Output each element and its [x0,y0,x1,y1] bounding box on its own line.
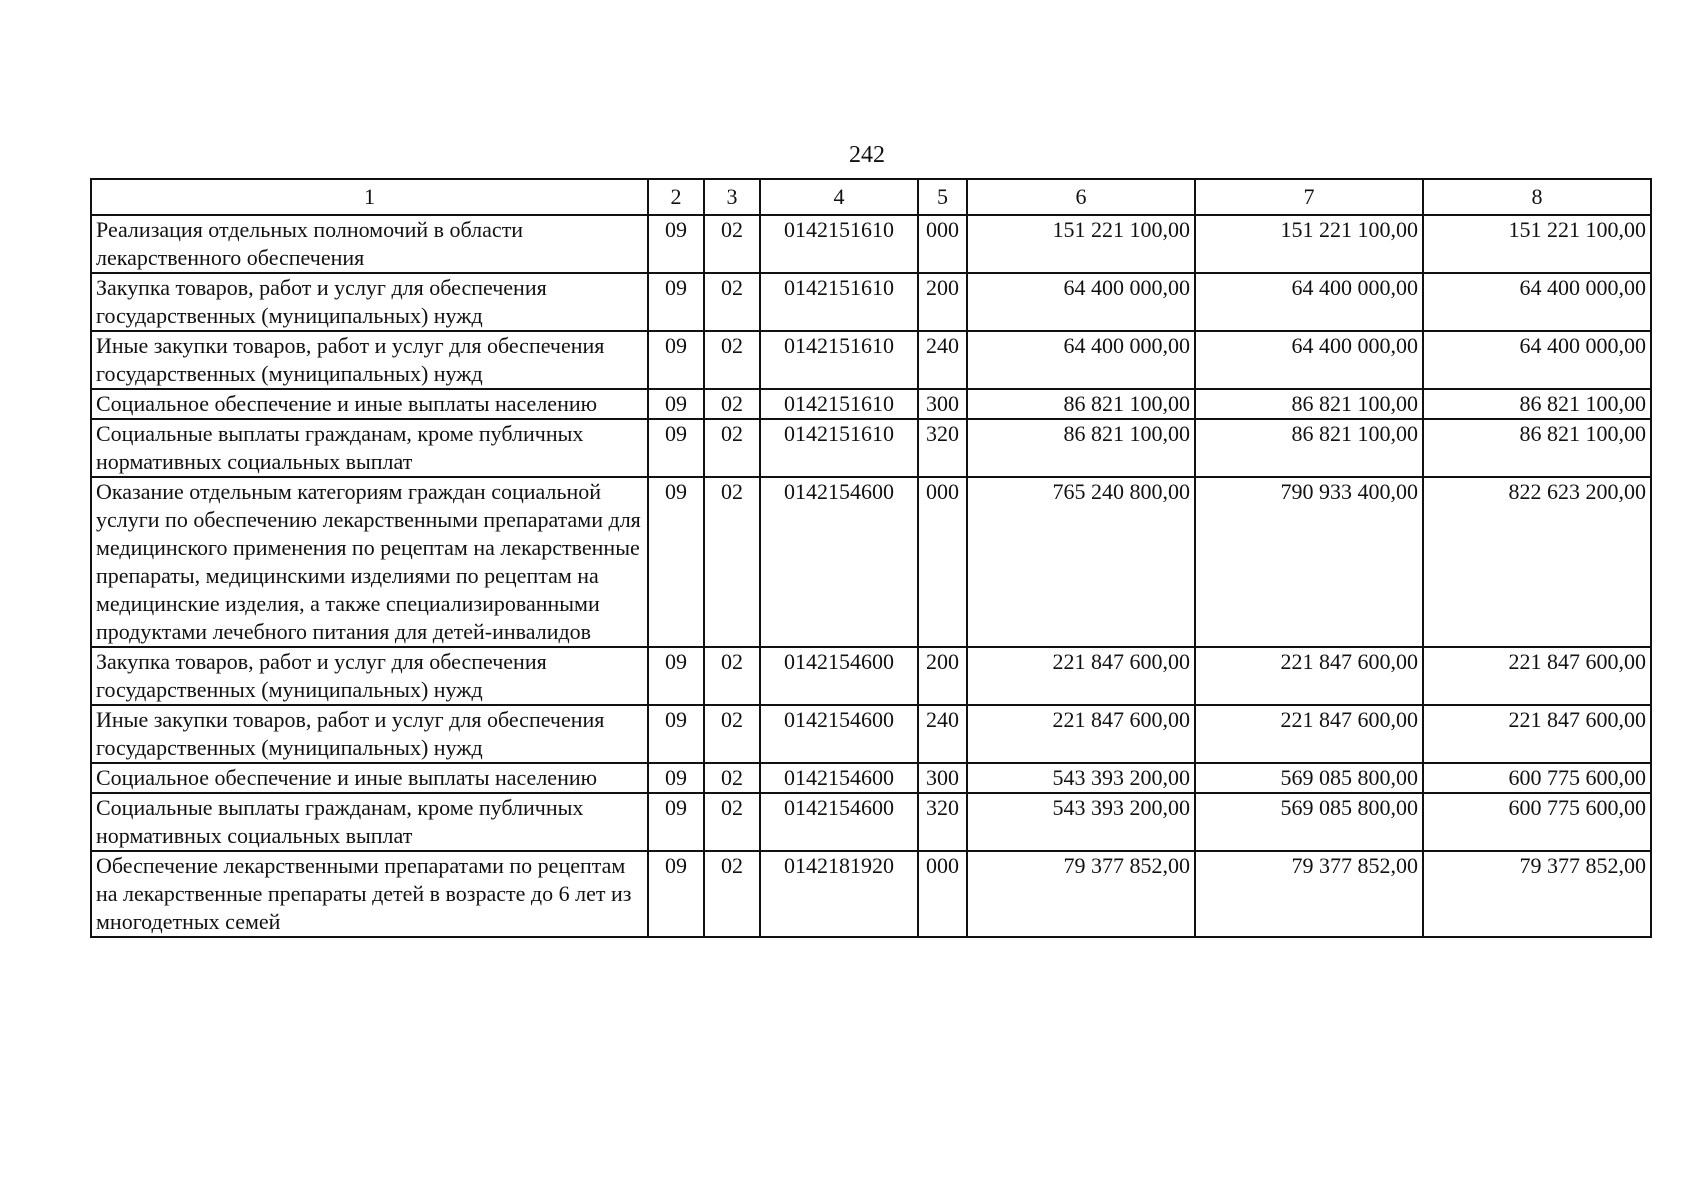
row-expense-type: 200 [918,647,967,705]
row-amount-col7: 64 400 000,00 [1195,273,1423,331]
row-target-code: 0142154600 [760,647,918,705]
row-expense-type: 000 [918,851,967,937]
row-amount-col6: 221 847 600,00 [967,705,1195,763]
row-amount-col7: 79 377 852,00 [1195,851,1423,937]
row-expense-type: 200 [918,273,967,331]
row-name: Иные закупки товаров, работ и услуг для обеспечения государственных (муниципальных) нужд [91,705,648,763]
row-target-code: 0142181920 [760,851,918,937]
table-row [91,477,1651,647]
table-row [91,763,1651,793]
row-section: 09 [648,419,704,477]
table-row [91,419,1651,477]
row-amount-col8: 86 821 100,00 [1423,419,1651,477]
row-amount-col8: 79 377 852,00 [1423,851,1651,937]
row-expense-type: 320 [918,793,967,851]
row-name: Закупка товаров, работ и услуг для обеспечения государственных (муниципальных) нужд [91,647,648,705]
row-section: 09 [648,331,704,389]
row-amount-col6: 765 240 800,00 [967,477,1195,647]
row-section: 09 [648,851,704,937]
row-section: 09 [648,763,704,793]
row-amount-col6: 64 400 000,00 [967,273,1195,331]
row-expense-type: 300 [918,389,967,419]
table-row [91,215,1651,273]
row-target-code: 0142151610 [760,419,918,477]
column-header-1: 1 [91,179,648,215]
column-header-4: 4 [760,179,918,215]
row-amount-col7: 221 847 600,00 [1195,647,1423,705]
row-expense-type: 300 [918,763,967,793]
row-target-code: 0142154600 [760,793,918,851]
row-subsection: 02 [704,215,760,273]
row-target-code: 0142154600 [760,705,918,763]
row-expense-type: 240 [918,705,967,763]
row-section: 09 [648,647,704,705]
column-header-6: 6 [967,179,1195,215]
row-name: Иные закупки товаров, работ и услуг для обеспечения государственных (муниципальных) нужд [91,331,648,389]
row-name: Социальные выплаты гражданам, кроме публичных нормативных социальных выплат [91,419,648,477]
row-amount-col6: 86 821 100,00 [967,389,1195,419]
row-amount-col8: 151 221 100,00 [1423,215,1651,273]
row-amount-col7: 569 085 800,00 [1195,793,1423,851]
row-amount-col7: 64 400 000,00 [1195,331,1423,389]
row-name: Реализация отдельных полномочий в области лекарственного обеспечения [91,215,648,273]
row-target-code: 0142154600 [760,763,918,793]
row-amount-col7: 151 221 100,00 [1195,215,1423,273]
row-amount-col6: 221 847 600,00 [967,647,1195,705]
row-expense-type: 000 [918,477,967,647]
row-name: Закупка товаров, работ и услуг для обеспечения государственных (муниципальных) нужд [91,273,648,331]
row-section: 09 [648,273,704,331]
row-amount-col7: 221 847 600,00 [1195,705,1423,763]
row-section: 09 [648,215,704,273]
column-header-3: 3 [704,179,760,215]
row-amount-col7: 86 821 100,00 [1195,389,1423,419]
row-amount-col8: 221 847 600,00 [1423,705,1651,763]
row-subsection: 02 [704,763,760,793]
row-name: Обеспечение лекарственными препаратами по рецептам на лекарственные препараты детей в возрасте до 6 лет из многодетных семей [91,851,648,937]
column-header-2: 2 [648,179,704,215]
column-header-8: 8 [1423,179,1651,215]
row-subsection: 02 [704,793,760,851]
row-amount-col8: 64 400 000,00 [1423,273,1651,331]
row-name: Оказание отдельным категориям граждан социальной услуги по обеспечению лекарственными препаратами для медицинского применения по рецептам на лекарственные препараты, медицинскими изделиями по рецептам на медицинские изделия, а также специализированными продуктами лечебного питания для детей-инвалидов [91,477,648,647]
budget-table [90,178,1652,938]
row-target-code: 0142151610 [760,389,918,419]
table-row [91,793,1651,851]
table-row [91,273,1651,331]
row-section: 09 [648,477,704,647]
row-subsection: 02 [704,851,760,937]
row-section: 09 [648,793,704,851]
row-expense-type: 320 [918,419,967,477]
table-row [91,851,1651,937]
row-target-code: 0142151610 [760,215,918,273]
row-section: 09 [648,389,704,419]
row-amount-col6: 86 821 100,00 [967,419,1195,477]
header-row [91,179,1651,215]
row-amount-col7: 86 821 100,00 [1195,419,1423,477]
row-target-code: 0142151610 [760,331,918,389]
row-name: Социальное обеспечение и иные выплаты населению [91,389,648,419]
column-header-7: 7 [1195,179,1423,215]
row-amount-col6: 79 377 852,00 [967,851,1195,937]
row-target-code: 0142151610 [760,273,918,331]
table-row [91,331,1651,389]
row-subsection: 02 [704,705,760,763]
row-expense-type: 240 [918,331,967,389]
row-name: Социальные выплаты гражданам, кроме публичных нормативных социальных выплат [91,793,648,851]
row-subsection: 02 [704,477,760,647]
row-amount-col6: 543 393 200,00 [967,763,1195,793]
column-header-5: 5 [918,179,967,215]
row-amount-col6: 64 400 000,00 [967,331,1195,389]
row-amount-col8: 600 775 600,00 [1423,793,1651,851]
row-subsection: 02 [704,389,760,419]
row-target-code: 0142154600 [760,477,918,647]
row-subsection: 02 [704,273,760,331]
row-expense-type: 000 [918,215,967,273]
table-row [91,647,1651,705]
table-row [91,705,1651,763]
row-amount-col7: 569 085 800,00 [1195,763,1423,793]
row-section: 09 [648,705,704,763]
row-subsection: 02 [704,419,760,477]
row-subsection: 02 [704,331,760,389]
row-amount-col8: 221 847 600,00 [1423,647,1651,705]
row-subsection: 02 [704,647,760,705]
row-name: Социальное обеспечение и иные выплаты населению [91,763,648,793]
table-row [91,389,1651,419]
row-amount-col6: 151 221 100,00 [967,215,1195,273]
row-amount-col6: 543 393 200,00 [967,793,1195,851]
row-amount-col8: 600 775 600,00 [1423,763,1651,793]
row-amount-col8: 64 400 000,00 [1423,331,1651,389]
page-number: 242 [849,142,885,168]
row-amount-col8: 822 623 200,00 [1423,477,1651,647]
row-amount-col7: 790 933 400,00 [1195,477,1423,647]
row-amount-col8: 86 821 100,00 [1423,389,1651,419]
